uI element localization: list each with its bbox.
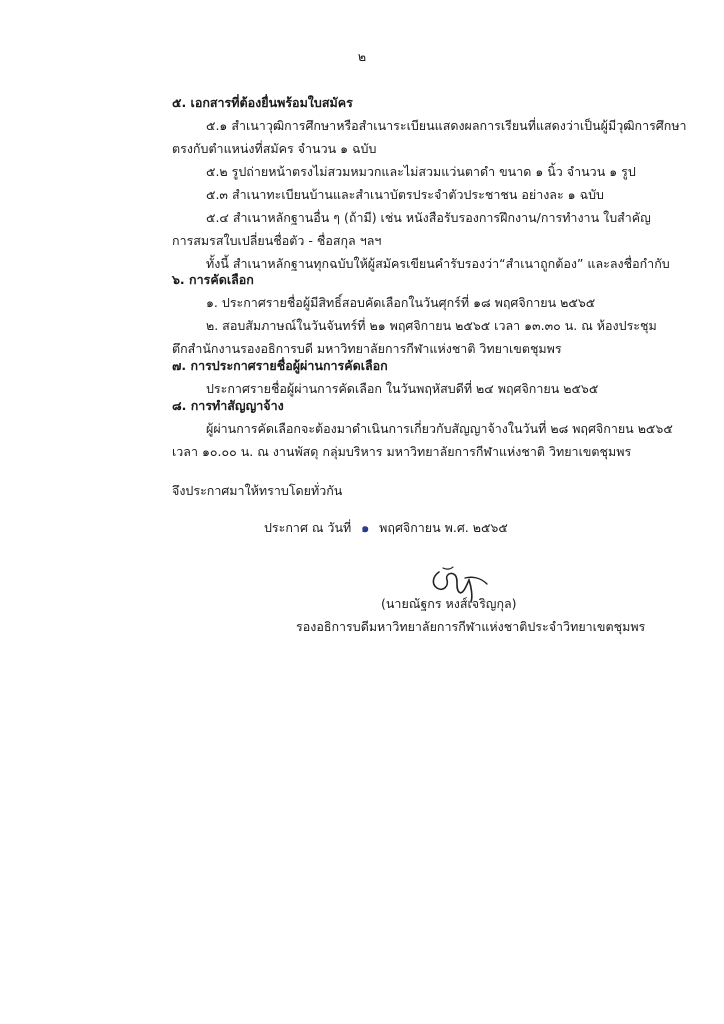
section-8-text-line-2: เวลา ๑๐.๐๐ น. ณ งานพัสดุ กลุ่มบริหาร มหาวิทยาลัยการกีฬาแห่งชาติ วิทยาเขตชุมพร	[172, 444, 632, 459]
section-5-item-2: ๕.๒ รูปถ่ายหน้าตรงไม่สวมหมวกและไม่สวมแว่นตาดำ ขนาด ๑ นิ้ว จำนวน ๑ รูป	[206, 164, 636, 179]
signatory-position: รองอธิการบดีมหาวิทยาลัยการกีฬาแห่งชาติประจำวิทยาเขตชุมพร	[296, 619, 646, 634]
signatory-name: (นายณัฐกร หงส์เจริญกุล)	[381, 596, 517, 611]
announcement-date-rest: พฤศจิกายน พ.ศ. ๒๕๖๕	[379, 520, 508, 535]
announcement-date	[264, 519, 508, 537]
section-5-item-1-line-2: ตรงกับตำแหน่งที่สมัคร จำนวน ๑ ฉบับ	[172, 141, 377, 156]
announcement-date-prefix: ประกาศ ณ วันที่	[264, 520, 352, 535]
announcement-day-handwritten: ๑	[361, 520, 370, 535]
section-6-item-2-line-1: ๒. สอบสัมภาษณ์ในวันจันทร์ที่ ๒๑ พฤศจิกายน ๒๕๖๕ เวลา ๑๓.๓๐ น. ณ ห้องประชุม	[206, 318, 657, 333]
section-5-heading: ๕. เอกสารที่ต้องยื่นพร้อมใบสมัคร	[172, 95, 353, 110]
section-5-note: ทั้งนี้ สำเนาหลักฐานทุกฉบับให้ผู้สมัครเขียนคำรับรองว่า“สำเนาถูกต้อง” และลงชื่อกำกับ	[206, 256, 670, 271]
section-6-item-2-line-2: ตึกสำนักงานรองอธิการบดี มหาวิทยาลัยการกีฬาแห่งชาติ วิทยาเขตชุมพร	[172, 341, 562, 356]
section-5-item-4-line-2: การสมรสใบเปลี่ยนชื่อตัว - ชื่อสกุล ฯลฯ	[172, 233, 382, 248]
section-8-heading: ๘. การทำสัญญาจ้าง	[172, 398, 284, 413]
section-5-item-3: ๕.๓ สำเนาทะเบียนบ้านและสำเนาบัตรประจำตัวประชาชน อย่างละ ๑ ฉบับ	[206, 187, 604, 202]
section-5-item-1-line-1: ๕.๑ สำเนาวุฒิการศึกษาหรือสำเนาระเบียนแสดงผลการเรียนที่แสดงว่าเป็นผู้มีวุฒิการศึกษา	[206, 118, 687, 133]
section-5-item-4-line-1: ๕.๔ สำเนาหลักฐานอื่น ๆ (ถ้ามี) เช่น หนังสือรับรองการฝึกงาน/การทำงาน ใบสำคัญ	[206, 210, 651, 225]
closing-statement: จึงประกาศมาให้ทราบโดยทั่วกัน	[172, 483, 343, 498]
section-6-item-1: ๑. ประกาศรายชื่อผู้มีสิทธิ์สอบคัดเลือกในวันศุกร์ที่ ๑๘ พฤศจิกายน ๒๕๖๕	[206, 295, 596, 310]
section-7-text: ประกาศรายชื่อผู้ผ่านการคัดเลือก ในวันพฤหัสบดีที่ ๒๔ พฤศจิกายน ๒๕๖๕	[206, 381, 599, 396]
section-8-text-line-1: ผู้ผ่านการคัดเลือกจะต้องมาดำเนินการเกี่ยวกับสัญญาจ้างในวันที่ ๒๘ พฤศจิกายน ๒๕๖๕	[206, 421, 673, 436]
section-7-heading: ๗. การประกาศรายชื่อผู้ผ่านการคัดเลือก	[172, 358, 388, 373]
section-6-heading: ๖. การคัดเลือก	[172, 272, 254, 287]
page-number: ๒	[357, 49, 367, 64]
